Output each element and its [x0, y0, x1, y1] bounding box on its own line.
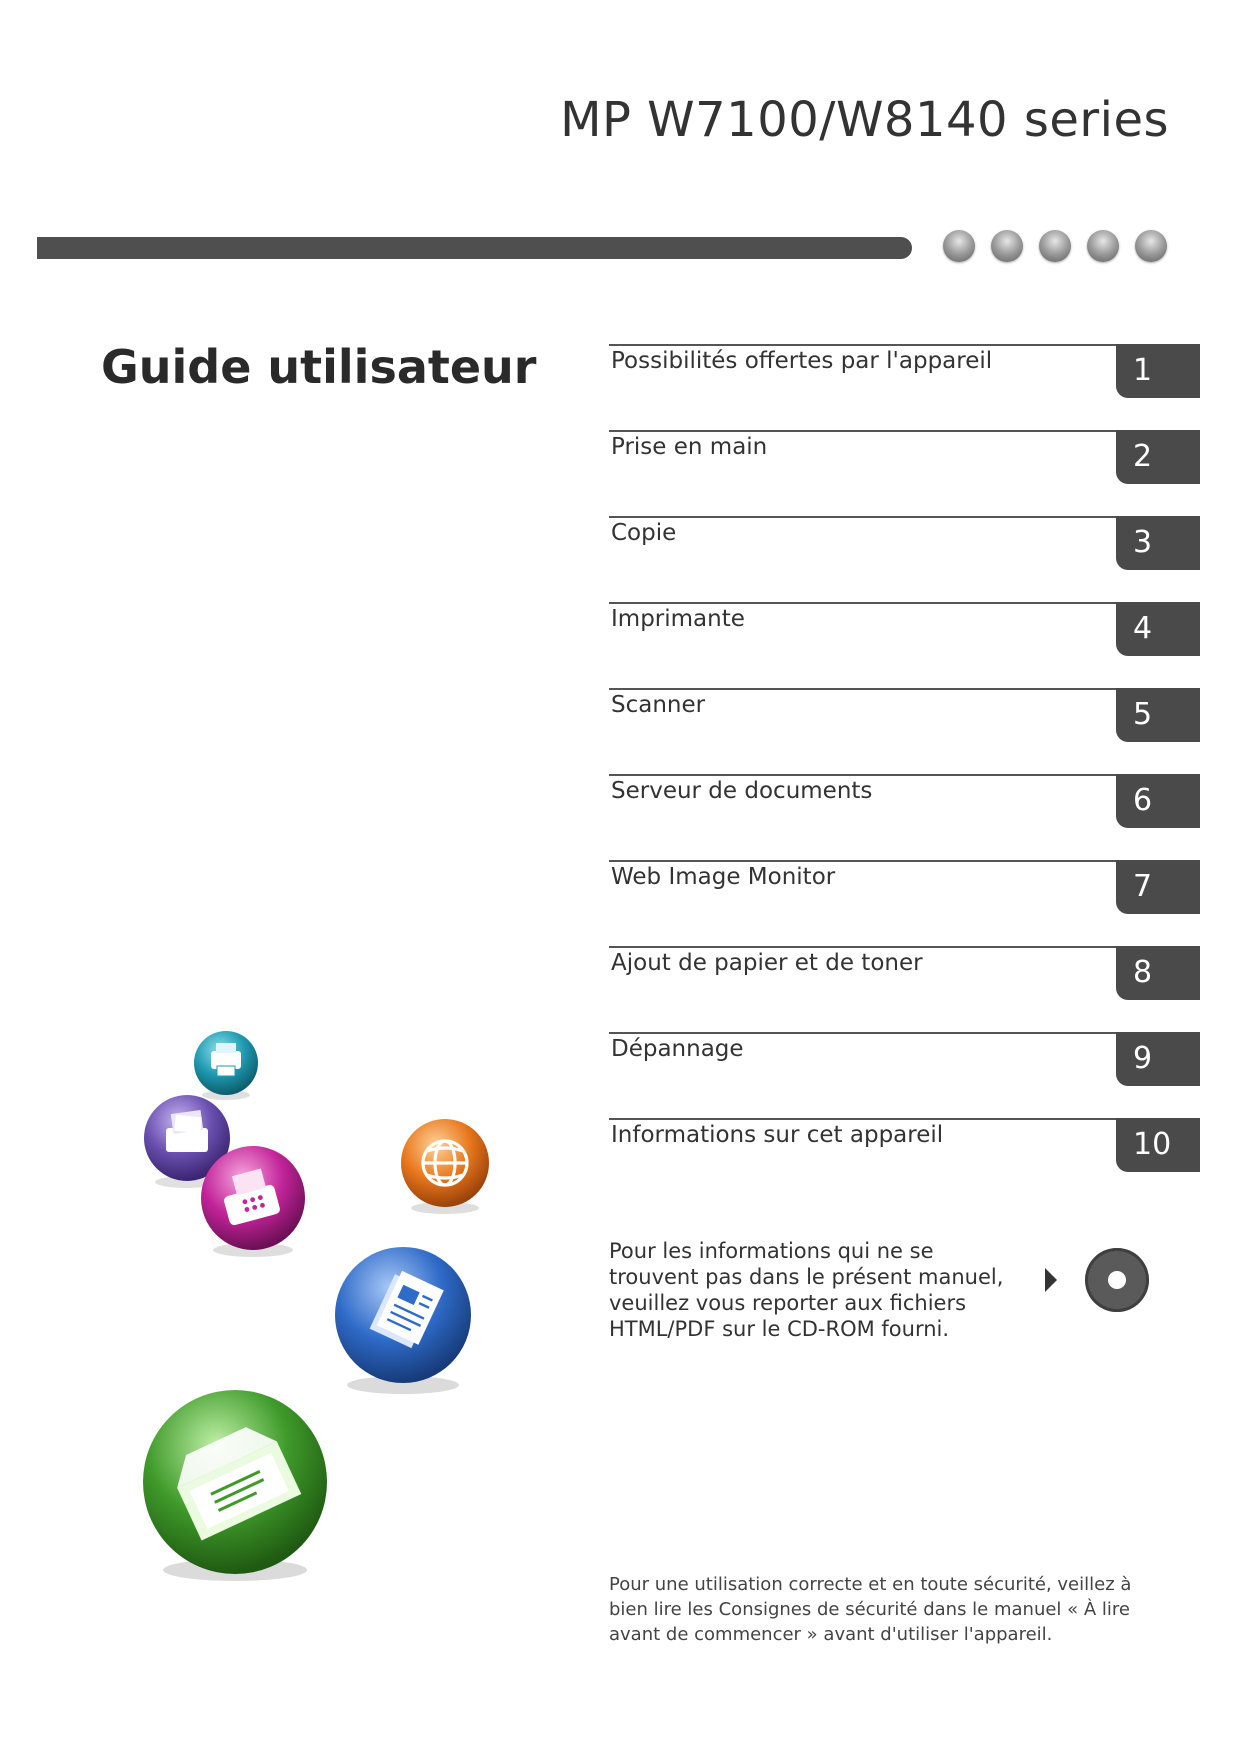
chapter-tab[interactable]: 10 — [1116, 1118, 1200, 1172]
chapter-tab[interactable]: 6 — [1116, 774, 1200, 828]
chapter-divider — [609, 1032, 1119, 1034]
chapter-divider — [609, 1118, 1119, 1120]
chapter-label: Copie — [611, 520, 677, 546]
product-title: MP W7100/W8140 series — [560, 92, 1169, 148]
chapter-label: Informations sur cet appareil — [611, 1122, 944, 1148]
chapter-divider — [609, 946, 1119, 948]
chapter-entry[interactable] — [609, 344, 1200, 430]
decorative-dot — [943, 230, 975, 262]
printer-icon — [194, 1031, 258, 1100]
chapter-entry[interactable] — [609, 774, 1200, 860]
chapter-entry[interactable] — [609, 1118, 1200, 1204]
chapter-entry[interactable] — [609, 430, 1200, 516]
chapter-label: Scanner — [611, 692, 706, 718]
chapter-label: Imprimante — [611, 606, 745, 632]
chapter-entry[interactable] — [609, 946, 1200, 1032]
chapter-entry[interactable] — [609, 688, 1200, 774]
chapter-tab[interactable]: 8 — [1116, 946, 1200, 1000]
chapter-tab[interactable]: 2 — [1116, 430, 1200, 484]
chapter-divider — [609, 344, 1119, 346]
decorative-dot — [1087, 230, 1119, 262]
chapter-label: Serveur de documents — [611, 778, 873, 804]
cd-rom-note: Pour les informations qui ne se trouvent pas dans le présent manuel, veuillez vous reporter aux fichiers HTML/PDF sur le CD-ROM fourni. — [609, 1239, 1004, 1341]
chapter-entry[interactable] — [609, 516, 1200, 602]
chapter-tab[interactable]: 1 — [1116, 344, 1200, 398]
chapter-label: Web Image Monitor — [611, 864, 836, 890]
chapter-label: Dépannage — [611, 1036, 744, 1062]
chapter-tab[interactable]: 4 — [1116, 602, 1200, 656]
guide-title: Guide utilisateur — [101, 340, 537, 394]
decorative-dot — [991, 230, 1023, 262]
chapter-divider — [609, 430, 1119, 432]
copier-icon — [335, 1247, 471, 1394]
chapter-tab[interactable]: 5 — [1116, 688, 1200, 742]
chapter-divider — [609, 516, 1119, 518]
header-dots — [943, 230, 1167, 262]
chapter-entry[interactable] — [609, 602, 1200, 688]
decorative-dot — [1039, 230, 1071, 262]
globe-icon — [401, 1119, 489, 1214]
chapter-index — [609, 344, 1200, 1204]
fax-icon — [201, 1146, 305, 1257]
chapter-divider — [609, 860, 1119, 862]
chapter-divider — [609, 602, 1119, 604]
chapter-tab[interactable]: 9 — [1116, 1032, 1200, 1086]
play-arrow-icon — [1043, 1267, 1059, 1293]
chapter-label: Possibilités offertes par l'appareil — [611, 348, 993, 374]
chapter-tab[interactable]: 3 — [1116, 516, 1200, 570]
cd-rom-icon — [1085, 1248, 1149, 1312]
decorative-dot — [1135, 230, 1167, 262]
chapter-label: Prise en main — [611, 434, 768, 460]
safety-note: Pour une utilisation correcte et en toute sécurité, veillez à bien lire les Consignes de sécurité dans le manuel « À lire avant de commencer » avant d'utiliser l'appareil. — [609, 1574, 1132, 1645]
chapter-tab[interactable]: 7 — [1116, 860, 1200, 914]
chapter-label: Ajout de papier et de toner — [611, 950, 923, 976]
function-icons — [0, 0, 560, 1754]
chapter-entry[interactable] — [609, 860, 1200, 946]
chapter-divider — [609, 688, 1119, 690]
chapter-divider — [609, 774, 1119, 776]
chapter-entry[interactable] — [609, 1032, 1200, 1118]
scanner-icon — [143, 1390, 327, 1581]
